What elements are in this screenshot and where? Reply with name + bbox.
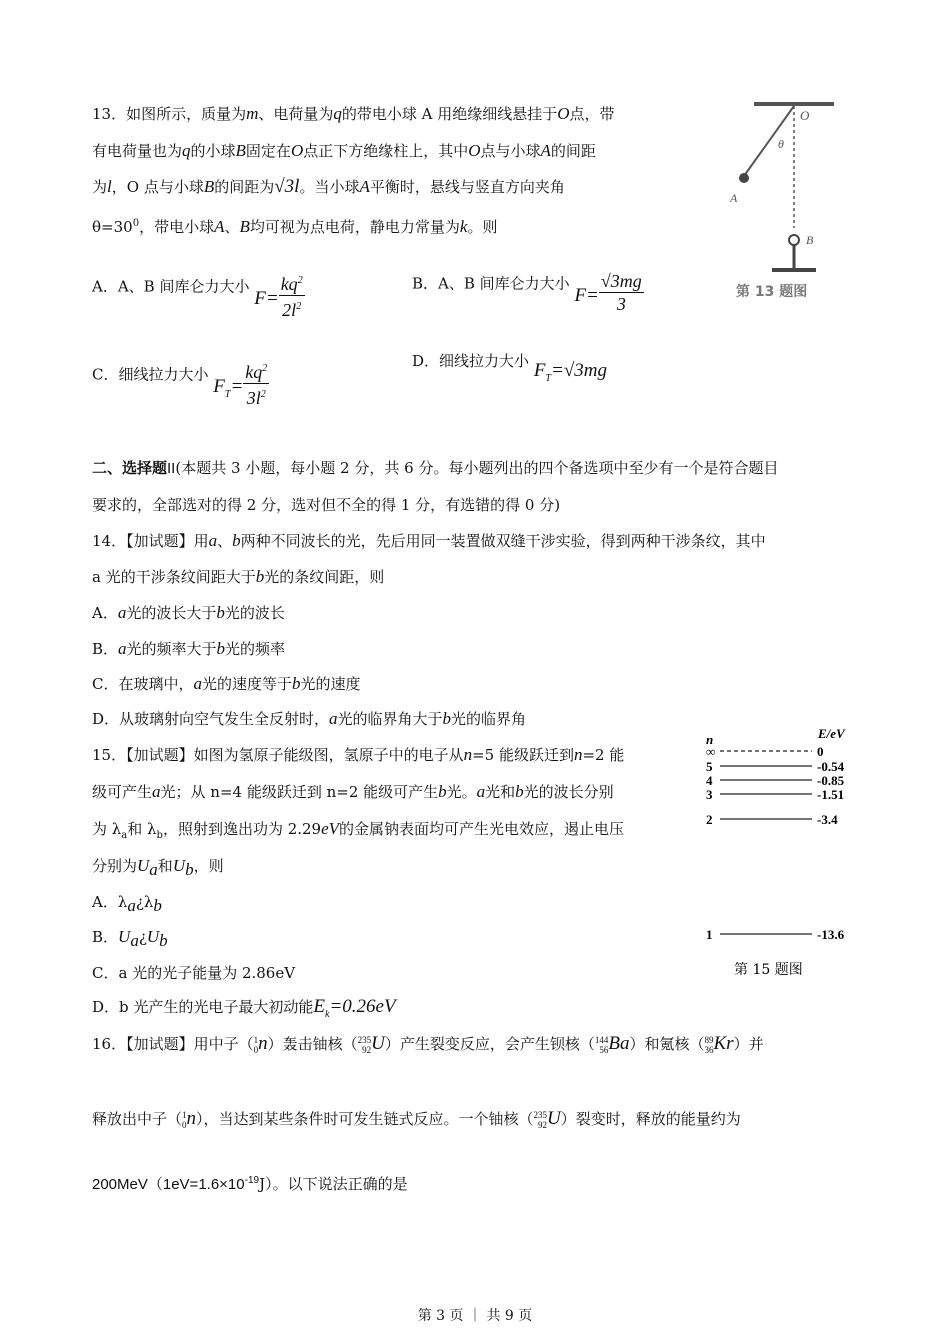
q15-figure-caption: 第 15 题图: [734, 962, 803, 978]
energy-level-n: 2: [706, 812, 713, 827]
q13-figure: [724, 98, 854, 308]
fig-label-o: O: [800, 108, 810, 123]
energy-level-e: -0.54: [817, 759, 845, 774]
fig-label-b: B: [806, 233, 814, 247]
q13-line-3: 为l，O 点与小球B的间距为√3l。当小球A平衡时，悬线与竖直方向夹角: [92, 176, 565, 197]
q15-line-3: 为 $\lambda_a$和 $\lambda_b$，照射到逸出功为 2.29eV的金属钠表面均可产生光电效应，遏止电压: [92, 819, 625, 841]
section-2-line-2: 要求的，全部选对的得 2 分，选对但不全的得 1 分，有选错的得 0 分): [92, 496, 561, 514]
energy-level-n: 1: [706, 927, 713, 942]
q15-line-2: 级可产生a光；从 n=4 能级跃迁到 n=2 能级可产生b光。a光和b光的波长分别: [92, 782, 614, 801]
q14-line-2: a 光的干涉条纹间距大于b光的条纹间距，则: [92, 567, 385, 586]
fig-n-label: n: [706, 732, 714, 747]
fig-label-a: A: [730, 191, 738, 205]
energy-level-n: 5: [706, 759, 713, 774]
energy-level-n: 4: [706, 773, 713, 788]
energy-level-e: -3.4: [817, 812, 838, 827]
q13-option-d: D．细线拉力大小 $F_T=√3mg$: [412, 352, 607, 384]
q13-line-2: 有电荷量也为q的小球B固定在O点正下方绝缘柱上，其中O点与小球A的间距: [92, 141, 596, 160]
q15-option-d: D．b 光产生的光电子最大初动能$E_k=0.26eV$: [92, 996, 396, 1020]
q14-line-1: 14．【加试题】用a、b两种不同波长的光，先后用同一装置做双缝干涉实验，得到两种干涉条纹，其中: [92, 531, 766, 550]
fig-label-theta: θ: [778, 137, 784, 151]
q14-option-b: B．a光的频率大于b光的频率: [92, 639, 286, 658]
energy-level-n: 3: [706, 787, 713, 802]
energy-level-n: ∞: [706, 744, 716, 759]
page-footer: 第 3 页 ｜ 共 9 页: [417, 1308, 533, 1324]
q13-line-4: $\theta=30^0$，带电小球A、B均可视为点电荷，静电力常量为k。则: [92, 217, 498, 236]
energy-level-e: 0: [817, 744, 824, 759]
q13-option-b: B．A、B 间库仑力大小 F= $\frac{√3mg}{3}$: [412, 271, 642, 314]
q16-line-2: 释放出中子（1 0n），当达到某些条件时可发生链式反应。一个铀核（235 92U）裂变时，释放的能量约为: [92, 1108, 741, 1130]
q13-figure-caption: 第 13 题图: [736, 284, 808, 300]
fig-e-label: E/eV: [818, 726, 845, 741]
q14-option-c: C．在玻璃中，a光的速度等于b光的速度: [92, 674, 361, 693]
energy-level-e: -13.6: [817, 927, 845, 942]
q15-option-c: C．a 光的光子能量为 2.86eV: [92, 964, 296, 982]
thread: [744, 106, 794, 176]
q14-option-a: A．a光的波长大于b光的波长: [92, 603, 285, 622]
energy-level-diagram: [700, 724, 870, 984]
q16-line-3: $200MeV(1eV=1.6\times 10^{-19}J)$。以下说法正确的是: [92, 1175, 408, 1193]
q13-option-c: C．细线拉力大小 $F_T=$ $\frac{kq^2}{3l^2}$: [92, 350, 269, 401]
q15-line-1: 15．【加试题】如图为氢原子能级图，氢原子中的电子从n=5 能级跃迁到n=2 能: [92, 745, 625, 764]
q13-line-1: 13．如图所示，质量为m、电荷量为q的带电小球 A 用绝缘细线悬挂于O点，带: [92, 104, 615, 123]
section-2-line-1: 二、选择题II(本题共 3 小题，每小题 2 分，共 6 分。每小题列出的四个备选项中至少有一个是符合题目: [92, 459, 779, 477]
post-base: [772, 268, 816, 272]
ceiling: [754, 102, 834, 106]
q14-option-d: D．从玻璃射向空气发生全反射时，a光的临界角大于b光的临界角: [92, 709, 527, 728]
q16-line-1: 16．【加试题】用中子（1 0n）轰击铀核（235 92U）产生裂变反应，会产生钡核（144 56Ba）和氪核（89 36Kr）并: [92, 1033, 764, 1055]
ball-b: [789, 235, 799, 245]
energy-level-e: -1.51: [817, 787, 845, 802]
q13-option-a: A．A、B 间库仑力大小 F= $\frac{kq^2}{2l^2}$: [92, 262, 305, 313]
ball-a: [739, 173, 749, 183]
q15-line-4: 分别为$U_a$和$U_b$，则: [92, 856, 224, 879]
q15-option-b: B．$U_a¿U_b$: [92, 927, 168, 950]
energy-level-e: -0.85: [817, 773, 845, 788]
q15-option-a: A．$\lambda_a¿\lambda_b$: [92, 893, 162, 915]
